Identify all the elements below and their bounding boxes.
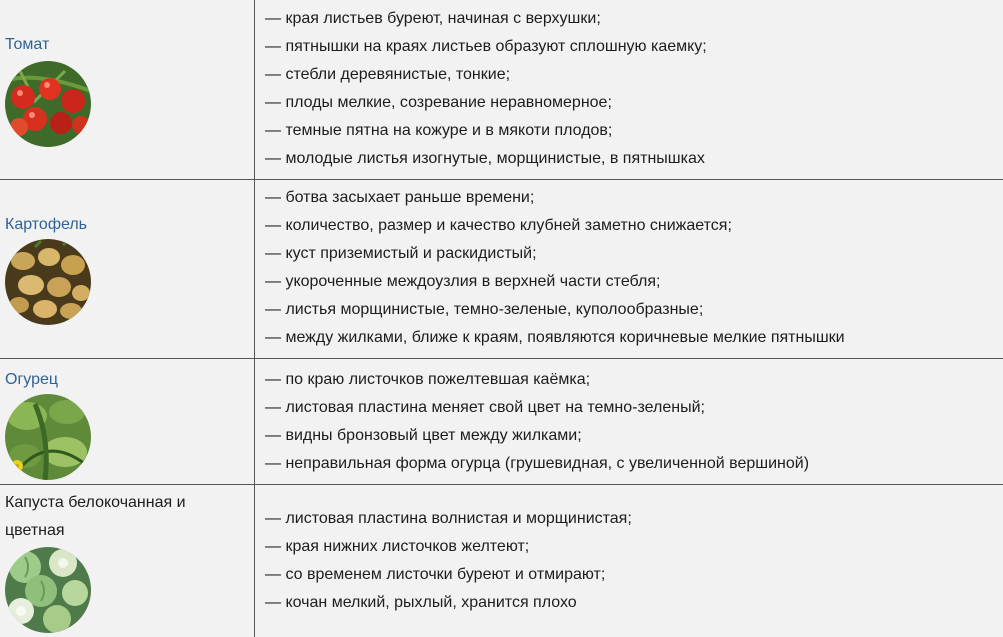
symptom-line: — укороченные междоузлия в верхней части стебля;	[265, 272, 661, 290]
table-row-cucumber	[0, 358, 1003, 484]
plant-link-cucumber[interactable]: Огурец	[5, 370, 59, 388]
symptoms-cell	[255, 484, 1003, 637]
cucumber-image	[5, 394, 91, 480]
symptom-line: — количество, размер и качество клубней заметно снижается;	[265, 216, 732, 234]
symptom-line: — листовая пластина волнистая и морщинистая;	[265, 509, 632, 527]
plant-link-potato[interactable]: Картофель	[5, 215, 88, 233]
plant-cell	[0, 179, 255, 358]
table-row-potato	[0, 179, 1003, 358]
table-row-tomato	[0, 0, 1003, 179]
potato-image	[5, 239, 91, 325]
symptoms-cell	[255, 179, 1003, 358]
plant-cell	[0, 0, 255, 179]
plant-title-line: Капуста белокочанная и	[5, 493, 186, 511]
symptom-line: — стебли деревянистые, тонкие;	[265, 66, 511, 83]
plant-title-cabbage	[5, 489, 186, 545]
cabbage-image	[5, 547, 91, 633]
symptom-line: — листья морщинистые, темно-зеленые, куполообразные;	[265, 300, 704, 318]
symptoms-cell	[255, 0, 1003, 179]
symptom-line: — листовая пластина меняет свой цвет на темно-зеленый;	[265, 398, 705, 416]
symptom-line: — плоды мелкие, созревание неравномерное;	[265, 94, 612, 111]
symptom-line: — между жилками, ближе к краям, появляются коричневые мелкие пятнышки	[265, 328, 845, 346]
symptom-line: — пятнышки на краях листьев образуют сплошную каемку;	[265, 38, 707, 55]
symptom-line: — ботва засыхает раньше времени;	[265, 188, 535, 206]
plant-title-line: цветная	[5, 521, 65, 539]
symptom-line: — темные пятна на кожуре и в мякоти плодов;	[265, 122, 613, 139]
symptom-line: — края нижних листочков желтеют;	[265, 537, 530, 555]
tomato-image	[5, 61, 91, 147]
plant-link-tomato[interactable]: Томат	[5, 36, 50, 53]
symptom-line: — видны бронзовый цвет между жилками;	[265, 426, 582, 444]
symptom-line: — со временем листочки буреют и отмирают;	[265, 565, 606, 583]
symptom-line: — молодые листья изогнутые, морщинистые, в пятнышках	[265, 150, 705, 167]
symptom-line: — по краю листочков пожелтевшая каёмка;	[265, 370, 591, 388]
plant-cell	[0, 484, 255, 637]
table-row-cabbage	[0, 484, 1003, 637]
symptom-line: — неправильная форма огурца (грушевидная, с увеличенной вершиной)	[265, 454, 810, 472]
plant-cell	[0, 358, 255, 484]
symptoms-cell	[255, 358, 1003, 484]
symptom-line: — края листьев буреют, начиная с верхушки;	[265, 10, 601, 27]
symptom-line: — кочан мелкий, рыхлый, хранится плохо	[265, 593, 577, 611]
symptom-line: — куст приземистый и раскидистый;	[265, 244, 537, 262]
